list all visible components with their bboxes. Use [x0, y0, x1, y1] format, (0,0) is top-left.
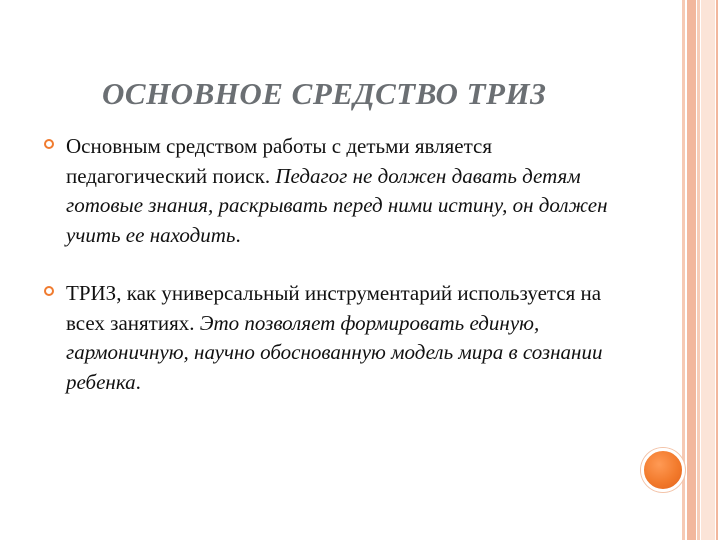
bullet-text-italic: Это позволяет формировать единую, гармоничную, научно обоснованную модель мира в сознании ребенка [66, 310, 603, 394]
bullet-text: ТРИЗ, как универсальный инструментарий используется на всех занятиях. [66, 281, 602, 335]
bullet-dot-icon [44, 286, 54, 296]
bullet-text-tail: . [135, 369, 141, 394]
decor-stripe [716, 0, 718, 540]
bullet-dot-icon [44, 139, 54, 149]
bullet-text-italic: Педагог не должен давать детям готовые знания, раскрывать перед ними истину, он должен учить ее находить [66, 163, 608, 247]
decor-stripe [697, 0, 700, 540]
decor-stripe [701, 0, 715, 540]
bullet-item [44, 279, 624, 397]
bullet-text: Основным средством работы с детьми является педагогический поиск. [66, 134, 493, 188]
slide-title: ОСНОВНОЕ СРЕДСТВО ТРИЗ [102, 76, 547, 111]
bullet-item [44, 132, 624, 250]
bullet-list [44, 132, 624, 397]
decor-stripe [687, 0, 696, 540]
decor-orange-circle [641, 448, 685, 492]
bullet-text-tail: . [235, 222, 241, 247]
